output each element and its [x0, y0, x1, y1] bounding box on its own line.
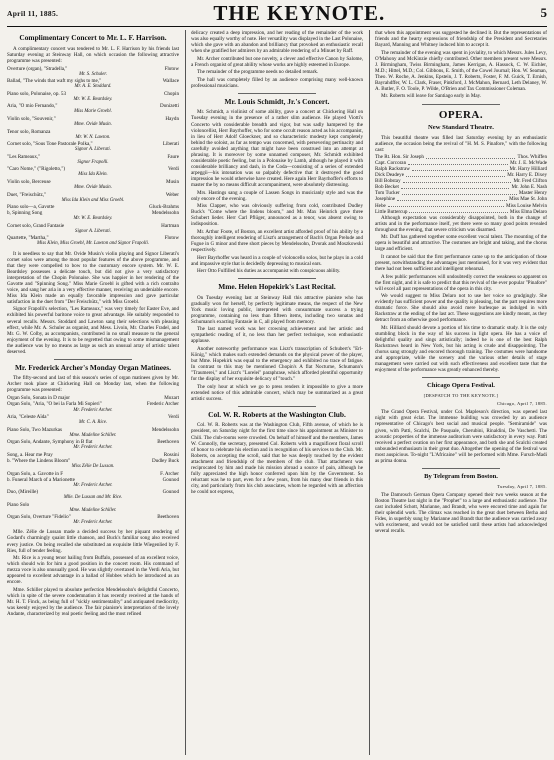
paragraph: The fifty-second and last of this season's series of organ matinees given by Mr. Archer took place at Chickering Hall on Monday last, when the following programme was presented: [7, 375, 179, 394]
paragraph: Mr. Duff has gathered together some excellent vocal talent. The mounting of the opera is beautiful and attractive. The costumes are bright and taking, and the chorus large and efficient. [375, 234, 547, 253]
paragraph: This beautiful theatre was filled last Saturday evening by an enthusiastic audience, the occasion being the revival of "H. M. S. Pinafore," with the following cast: [375, 134, 547, 153]
programme-performer: Mr. Frederic Archer. [73, 520, 113, 526]
paragraph: Mr. Roberts will leave for Santiago early in May. [381, 93, 482, 100]
paragraph: A complimentary concert was tendered to Mr. L. F. Harrison by his friends last Saturday evening at Steinway Hall, on which occasion the following attractive programme was presented: [7, 45, 179, 64]
programme-piece: "Caro Nome," ("Rigoletto,") [7, 166, 66, 173]
paragraph: The last named work was her crowning achievement and her artistic and sympathetic reading of it, no less than her perfect technique, won enthusiastic applause. [191, 326, 363, 345]
leader-dots [388, 203, 504, 208]
programme-piece: "Les Rameaux," [7, 153, 41, 160]
paragraph: Herr Bayrhoffer was heard in a couple of violoncello solos, but he plays in a cold and impassive style that is decidedly depressing to musical ears. [191, 254, 363, 267]
programme-piece: Tenor solo, Romanza [7, 128, 51, 135]
paragraph: It cannot be said that the first performance came up to the anticipation of those present, notwithstanding the advantages just mentioned, for it was very evident that there had not been sufficient and intelligent rehearsal. [375, 253, 547, 272]
paragraph: that when this appointment was suggested he declined it. But the representations of friends and the hearty expressions of friendship of the President and Secretaries Bayard, Manning and Whitney induced him to accept it. [375, 30, 547, 49]
divider [422, 468, 499, 469]
divider [54, 359, 131, 360]
programme-composer: F. Archer [160, 470, 179, 477]
programme-composer: Liberati [162, 141, 179, 148]
programme-composer: Verdi [167, 166, 179, 173]
article-title-roberts: Col. W. R. Roberts at the Washington Club. [208, 409, 346, 419]
programme-piece: Violin solo, Berceuse [7, 178, 51, 185]
programme-performer: Mme. Ovide Musin. [74, 122, 112, 128]
programme-composer: Gounod [162, 489, 179, 496]
paragraph: Signor Frapolli's selection, "Les Rameaux," was very timely for Easter Eve, and exhibited his powerful baritone voice to great advantage. He suitably responded to several recalls. Messrs. Stoddard and Lawton sang their selections with pleasing effect, while Mr. A. Schuler as organist, and Mess. Livoin, Mr. Charles Fradel, and Mr. G. W. Colby, as accompanists, contributed in no small measure to the general enjoyment of the evening. It is to be regretted that owing to some mismanagement the audience was by no means as large as such an unusual array of artistic talent deserved. [7, 306, 179, 355]
leader-dots [408, 160, 508, 165]
programme-performer: Mr. S. Schuler. [79, 71, 107, 77]
divider [238, 406, 315, 407]
page-number: 5 [540, 5, 547, 20]
leader-dots [412, 166, 508, 171]
programme-piece: Quartette, "Martha," [7, 235, 49, 242]
paragraph: The only hour at which we go to press renders it impossible to give a more extended notice of this admirable concert, which may be summarized as a great artistic success. [191, 383, 363, 402]
paragraph: Mr. Schmidt, a violinist of some ability, gave a concert at Chickering Hall on Tuesday evening in the presence of a rather slim audience. He played Viotti's Concerto with considerable breadth and vigor, but was sadly hampered by the violoncellist, Herr Bayrhoffer, who for some occult reason acted as his accompanist, in lieu of Herr Adolf Gloeckner, and so characteristic modesty kept completely behind the soloist, as far as tempo was concerned, with persevering pertinacity and carefully avoided anything that might have been construed into an attempt at phrasing. It is moreover by some unnamed composer, Mr. Schmidt exhibited considerable poetic feeling, but in a Polonaise by Lamb, although he played it with considerable brilliancy and dash, in the Coda—consisting of a series of extended arpeggii—his intonation was so palpably defective that it destroyed the good impression he would otherwise have created. Here again Herr Bayrhoffer's efforts to master the by no means difficult accompaniment, were absolutely distressing. [191, 109, 363, 188]
programme-performer: Mr. A. E. Stoddard. [74, 84, 112, 90]
section-title-opera: OPERA. [438, 108, 484, 121]
programme-performer: Miss Zélie De Lussan. [71, 463, 115, 469]
programme-piece: Cornet solo, "Sous Tone Pastorale Polka," [7, 141, 93, 148]
programme-composer: Beethoven [157, 439, 179, 446]
article-title-hopekirk: Mme. Helen Hopekirk's Last Recital. [218, 282, 336, 292]
paragraph: Mr. Archer contributed but one novelty, a clever and effective Canon by Salome, a French organist of great ability whose works are highly esteemed in Europe. [191, 55, 363, 68]
programme-archer [7, 395, 179, 526]
paragraph: delicacy created a deep impression, and her reading of the remainder of the work was also equally worthy of note. Her versatility was displayed in the Last Polonaise, which she gave with an abandon and brilliancy that provoked an enthusiastic recall when she gratified her admirers by an admirable rendering of a Minuet by Raff. [191, 30, 363, 55]
programme-composer: Mendelssohn [151, 426, 179, 433]
paragraph: Mr. Hilliard should devote a portion of his time to dramatic study. It is the only stumbling block in the way of his success in light opera. He has a voice of delightful quality and sings artistically; indeed he is one of the best Ralph Rackstraws heard in New York, but his acting is crude and disappointing. The chorus sang strongly and encored thorough training. The costumes were handsome and appropriate, while the scenery and the various other details of stage management were carried out with such effectiveness and excellent taste that the enjoyment of the performance was greatly enhanced thereby. [375, 324, 547, 374]
programme-composer: Donizetti [160, 103, 179, 110]
cast-actor: Mr. Fred Clifton [513, 178, 547, 185]
programme-composer: Rossini [163, 451, 179, 458]
divider [238, 278, 315, 279]
programme-composer: Faure [167, 153, 179, 160]
programme-performer: Mr. Frederic Archer. [73, 482, 113, 488]
programme-performer: Miss Marie Groebl. [74, 109, 112, 115]
programme-piece: b, Spinning Song [7, 210, 43, 217]
programme-performer: Mme. Madeline Schiller. [69, 432, 117, 438]
cast-role: Josephine [375, 196, 396, 203]
programme-composer: Chopin [163, 90, 179, 97]
article-title-harrison: Complimentary Concert to Mr. L. F. Harrison. [19, 33, 167, 42]
programme-piece: Piano solo—a, Gavotte [7, 204, 55, 211]
cast-list [375, 154, 547, 214]
programme-performer: Mme. Ovide Musin. [74, 185, 112, 191]
programme-harrison [7, 66, 179, 248]
programme-item [7, 401, 179, 407]
article-title-archer: Mr. Frederick Archer's Monday Organ Matinees. [14, 362, 172, 372]
programme-composer: Weber [165, 191, 179, 198]
paragraph: Although expectation was considerably disappointed, both in the change of artists and in the performance itself, yet there were so many good points revealed throughout the evening, that severe criticism was disarmed. [375, 214, 547, 233]
cast-actor: Thos. Whiffen [517, 154, 547, 161]
programme-performer: Mlle. De Lussan and Mr. Rice. [63, 495, 123, 501]
cast-role: Little Buttercup [375, 208, 408, 215]
programme-performer: Mr. Frederic Archer. [73, 445, 113, 451]
programme-piece: Organ Solo, Sonata in D major [7, 395, 71, 402]
column-1 [7, 30, 179, 755]
columns [7, 30, 547, 755]
column-2 [185, 30, 363, 755]
leader-dots [409, 209, 508, 214]
divider [422, 104, 499, 105]
programme-performer: Miss Ida Klein and Miss Groebl. [61, 197, 125, 203]
programme-piece: b. "Where the Lindens Bloom" [7, 457, 71, 464]
programme-composer: Gluck-Brahms [149, 204, 179, 211]
paragraph: Mlle. Zélie de Lussan made a decided success by her piquant rendering of Godard's charmingly quaint little chanson, and Buck's familiar song also received every justice. On being recalled she substituted an exquisite little Wiegenlied by F. Ries, full of tender feeling. [7, 529, 179, 554]
programme-piece: Organ Solo, a. Gavotte in F [7, 470, 64, 477]
cast-actor: Mr. John E. Nash [511, 184, 547, 191]
programme-performer: Mr. W. N. Lawton. [75, 134, 111, 140]
leader-dots [402, 190, 517, 195]
programme-composer: Beethoven [157, 514, 179, 521]
programme-piece: b. Funeral March of a Marionette [7, 476, 75, 483]
programme-composer: Dudley Buck [151, 457, 179, 464]
leader-dots [406, 172, 505, 177]
cast-role: Hebe [375, 202, 386, 209]
newspaper-title: THE KEYNOTE. [213, 0, 386, 25]
programme-composer: Hartman [161, 222, 179, 229]
paragraph: The hall was completely filled by an audience comprising many well-known professional musicians. [191, 76, 363, 89]
paragraph: On Tuesday evening last at Steinway Hall this attractive pianiste who has gradually won for herself, by perfectly legitimate means, the respect of the New York music loving public, interpreted with consummate success a trying programme, containing no less than fifteen items, including two sonatas and Schumann's exacting Fantasie in C, all played from memory. [191, 294, 363, 325]
leader-dots [403, 178, 512, 183]
paragraph: The remainder of the evening was spent in joviality, to which Messrs. Jules Levy, O'Mahony and McKinzie chiefly contributed. Other members present were Messrs. J. Birmingham, Twiss Birmingham, James Kerrigan, A. Hassock, C. W. Eichler, M.D.; Hittel, M.D.; Col. Gibbons, E. Smith, of the Cowel Journal; Hon. W. Seaman, Theo. W. Roche, A. Jenkins, Epstein, J. T. Roberts, Foster, F. M. Guick, T. Ernish, Bayrahdffer, W. L. Clark, Fraser, Pinkford, J. McMahon, Bernard, Leth Delaney, W. A. Butler, F. O. Toole, P. Wilde, O'Brien and Tax Commissioner Coleman. [375, 49, 547, 92]
programme-composer: Wallace [162, 78, 179, 85]
programme-piece: Cornet solo, Grand Fantasie [7, 222, 65, 229]
programme-composer: Haydn [165, 116, 179, 123]
article-title-boston: By Telegram from Boston. [424, 472, 498, 480]
paragraph: Miss Clapper, who was obviously suffering from cold, contributed Dudley Buck's "Come where the lindens bloom," and Mr. Max Heinrich gave three Schubert lieder. Herr Carl Pflüger, announced as a tenor, was absent owing to indisposition. [191, 203, 363, 228]
programme-piece: Organ Solo, "Aria, "O bei la Farla Mi Sopieri" [7, 401, 102, 408]
programme-composer: Verdi [167, 414, 179, 421]
programme-performer: Signor A. Liberati. [75, 147, 111, 153]
programme-composer: Flotow [164, 235, 179, 242]
paragraph: Mr. Arthur Foote, of Boston, an excellent artist afforded proof of his ability by a thoroughly intelligent rendering of Liszt's arrangement of Bach's Organ Prelude and Fugue in G minor and three short pieces by Mendelssohn, Dvorak and Moszkowski respectively. [191, 228, 363, 253]
paragraph: The remainder of the programme needs no detailed remark. [197, 69, 319, 76]
programme-piece: Piano Solo [7, 501, 30, 508]
programme-composer: Gounod [162, 476, 179, 483]
dateline: Tuesday, April 7, 1885. [497, 483, 547, 489]
cast-role: Capt. Corcoran [375, 160, 407, 167]
issue-date: April 11, 1885. [7, 8, 59, 18]
cast-role: Bill Bobstay [375, 178, 401, 185]
programme-composer: Frederic Archer [146, 401, 179, 408]
programme-piece: Duo, (Mireille) [7, 489, 39, 496]
dateline: Chicago, April 7, 1885. [496, 401, 547, 407]
programme-piece: Song, a. Hear me Pray [7, 451, 53, 458]
programme-performer: Mr. W. E. Beardsley. [73, 96, 113, 102]
programme-performer: Mme. Madeline Schiller. [69, 507, 117, 513]
programme-performer: Signor A. Liberati. [75, 228, 111, 234]
cast-actor: Miss Mae St. John [509, 196, 547, 203]
cast-role: Tom Tucker [375, 190, 400, 197]
divider [238, 93, 315, 94]
column-3 [369, 30, 547, 755]
programme-piece: Piano Solo, Two Mazurkas [7, 426, 63, 433]
programme-piece: Organ Solo, Andante, Symphony in B flat [7, 439, 93, 446]
leader-dots [426, 154, 516, 159]
paragraph: Mme. Schiller played to absolute perfection Mendelssohn's delightful Concerto, which in spite of the severe condemnation it has recently received at the hands of Mr. H. T. Finck, as being full of "sickly sentimentality" and antiquated mediocrity, was keenly enjoyed by the audience. The fair pianiste's interpretation of the lovely Andante, characterized by real poetic feeling and the most refined [7, 586, 179, 618]
cast-role: Ralph Rackstraw [375, 166, 410, 173]
article-title-standard-theatre: New Standard Theatre. [428, 123, 494, 131]
programme-performer: Signor Frapolli. [77, 159, 109, 165]
cast-role: Bob Becket [375, 184, 399, 191]
programme-piece: Duet, "Freischütz," [7, 191, 47, 198]
cast-actor: Miss Louise Melvin [505, 202, 547, 209]
cast-actor: Miss Elma Delaro [509, 208, 547, 215]
programme-piece: Aria, "O mio Fernando," [7, 103, 58, 110]
article-title-chicago: Chicago Opera Festival. [427, 382, 495, 390]
cast-actor: Mr. Harry Hilliard [509, 166, 547, 173]
programme-performer: Miss Klein, Miss Groebl, Mr. Lawton and Signor Frapolli. [36, 241, 150, 247]
programme-piece: Ballad, "The winds that waft my sighs to me," [7, 78, 102, 85]
cast-actor: Mr. J. E. McWade [510, 160, 547, 167]
programme-piece: Violin solo, "Souvenir," [7, 116, 56, 123]
article-title-schmidt: Mr. Louis Schmidt, Jr.'s Concert. [224, 96, 330, 106]
paragraph: It is needless to say that Mr. Ovide Musin's violin playing and Signor Liberati's cornet solos were among the most popular features of the above programme, and that they were compelled to bow to the customary encore system. Mr. W. E. Beardsley possesses a delicate touch, but did not give a very satisfactory interpretation of the Chopin Polonaise. She was happier in her rendering of the Gavotte and "Spinning Song." Miss Marie Groebl is gifted with a rich contralto voice, and sang her aria in a very effective manner, receiving an undeniable encore. Miss Ida Klein made an equally favorable impression and gave particular satisfaction in the duet from "Der Freischütz," with Miss Groebl. [7, 250, 179, 305]
cast-role: The Rt. Hon. Sir Joseph [375, 154, 424, 161]
paragraph: Mrs. Hastings sang a couple of Lassen Songs in musicianly style and was the only encore of the evening. [191, 189, 363, 202]
leader-dots [401, 184, 510, 189]
paragraph: We would suggest to Miss Delaro not to use her voice so grudgingly. She evidently has sufficient power and the quality is pleasing, but the part requires more dramatic force. She should also avoid mere burlesque as indulged in with Rackstraw at the ending of the last act. These suggestions are kindly meant, as they detract from an otherwise good performance. [375, 293, 547, 324]
cast-role: Dick Deadeye [375, 172, 404, 179]
masthead [7, 0, 547, 27]
programme-composer: Musin [165, 178, 179, 185]
paragraph: Herr Otto Fulfilled his duties as accompanist with conspicuous ability. [197, 268, 341, 275]
divider [422, 377, 499, 378]
paragraph: The Damrosch German Opera Company opened their two weeks season at the Boston Theatre last night in the "Prophet" to a large and enthusiastic audience. The cast included Schott, Marianne, and Brandt, who were encored time and again for their splendid work. The climax was reached in the great duet between Berha and Fides, in superbly sung by Marianne and Brandt that the audience was carried away with excitement, and would not be satisfied until these artists had acknowledged several recalls. [375, 491, 547, 535]
leader-dots [397, 196, 507, 201]
programme-piece: Piano solo, Polonaise, op. 53 [7, 90, 67, 97]
cast-actor: Mr. Harry E. Dixey [507, 172, 547, 179]
programme-composer: Mozart [164, 395, 179, 402]
cast-actor: Master Henry [518, 190, 547, 197]
programme-composer: Mendelssohn [151, 210, 179, 217]
programme-performer: Mr. C. A. Rice. [78, 420, 108, 426]
programme-piece: Overture (organ), "Stradella," [7, 65, 68, 72]
programme-performer: Mr. W. E. Beardsley. [73, 216, 113, 222]
programme-piece: Aria, "Celeste Aïda" [7, 414, 49, 421]
paragraph: Another noteworthy performance was Liszt's transcription of Schubert's "Erl-König," which makes such extended demands on the physical power of the player, but Mme. Hopekirk was equal to the emergency and exhibited no trace of fatigue. In contrast to this may be mentioned Chopin's A flat Nocturne, Schumann's "Traumerei," and Liszt's "Lorelei" paraphrase, which afforded plentiful opportunity for the display of her exquisite delicacy of "touch." [191, 346, 363, 383]
paragraph: Col. W. R. Roberts was at the Washington Club, Fifth avenue, of which he is president, on Saturday night for the first time since his appointment as Minister to Chili. The club-rooms were crowded. On behalf of himself and the members, James W. Connolly, the secretary, presented Col. Roberts with a magnificent floral scroll of honor to celebrate his election and in recognition of his services to the Club. Mr. Roberts, on accepting the scroll, said that he was deeply touched by the evident attachment and friendship of the members of the club. That attachment was reciprocated by him and made his mission abroad a source of pain, although he fully appreciated the high honor conferred upon him by the Government. So reluctant was he to part, even for a few years, from his many dear friends in this city, and particularly from his club associates, whom he regarded with an affection he could not express, [191, 422, 363, 495]
dispatch-line: [DESPATCH TO THE KEYNOTE.] [423, 393, 499, 399]
programme-performer: Mr. Frederic Archer. [73, 407, 113, 413]
programme-performer: Miss Ida Klein. [78, 172, 108, 178]
programme-composer: Flotow [164, 65, 179, 72]
paragraph: The Grand Opera Festival, under Col. Mapleson's direction, was opened last night with great éclat. The immense building was crowded by an audience representative of Chicago's best social and musical people. "Semiramide" was given, with Patti, Scalchi, De Pasquale, Cherubini, Rinaldini, De Vaschetti. The acoustic properties of the immense auditorium were satisfactory in every way. Patti received a perfect ovation on her first appearance, and both she and Scalchi created unbounded enthusiasm in their great duo. Altogether the opening of the festival was most auspicious. To-night "L'Africaine" will be performed with Mme. Fursch-Madi as prima donna. [375, 409, 547, 464]
paragraph: A few public performances will undoubtedly correct the weakness so apparent on the first night, and it is safe to predict that this revival of the ever popular "Pinafore" will excel all past representations of the opera in this city. [375, 273, 547, 292]
paragraph: Mr. Rice is a young tenor hailing from Buffalo, possessed of an excellent voice, which should win for him a good position in the concert room. His command of mezza voce is also unusually good. He was slightly overtaxed in the Verdi Aria, but appeared to excellent advantage in a ballad of Hobbes which he introduced as an encore. [7, 555, 179, 586]
programme-piece: Organ Solo, Overture "Fidelio" [7, 514, 71, 521]
